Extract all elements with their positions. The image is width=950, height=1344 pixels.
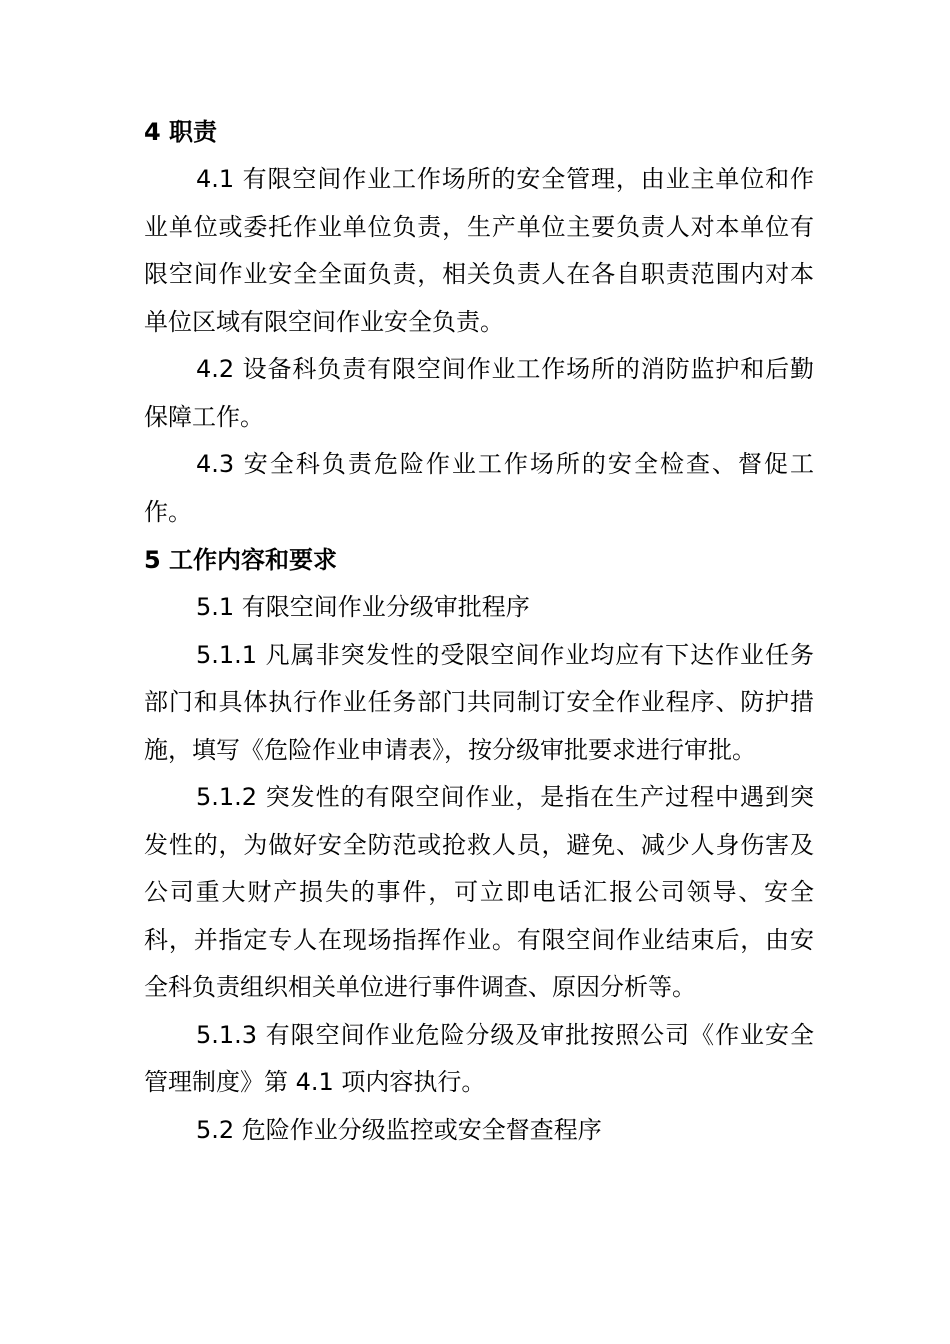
paragraph-5-1-1: 5.1.1 凡属非突发性的受限空间作业均应有下达作业任务部门和具体执行作业任务部门共同制订安全作业程序、防护措施，填写《危险作业申请表》，按分级审批要求进行审批。	[144, 640, 814, 764]
paragraph-4-3: 4.3 安全科负责危险作业工作场所的安全检查、督促工作。	[144, 450, 814, 526]
paragraph-5-1-2: 5.1.2 突发性的有限空间作业，是指在生产过程中遇到突发性的，为做好安全防范或抢救人员，避免、减少人身伤害及公司重大财产损失的事件，可立即电话汇报公司领导、安全科，并指定专人在现场指挥作业。有限空间作业结束后，由安全科负责组织相关单位进行事件调查、原因分析等。	[144, 783, 814, 1001]
section-heading-4: 4 职责	[144, 118, 218, 146]
paragraph-4-2: 4.2 设备科负责有限空间作业工作场所的消防监护和后勤保障工作。	[144, 355, 814, 431]
section-heading-5: 5 工作内容和要求	[144, 546, 338, 574]
paragraph-4-1: 4.1 有限空间作业工作场所的安全管理，由业主单位和作业单位或委托作业单位负责，生产单位主要负责人对本单位有限空间作业安全全面负责，相关负责人在各自职责范围内对本单位区域有限空间作业安全负责。	[144, 165, 814, 336]
paragraph-5-1: 5.1 有限空间作业分级审批程序	[196, 593, 530, 621]
document-body	[144, 108, 814, 1154]
paragraph-5-2: 5.2 危险作业分级监控或安全督查程序	[196, 1115, 602, 1144]
paragraph-5-1-3: 5.1.3 有限空间作业危险分级及审批按照公司《作业安全管理制度》第 4.1 项内容执行。	[144, 1020, 814, 1096]
